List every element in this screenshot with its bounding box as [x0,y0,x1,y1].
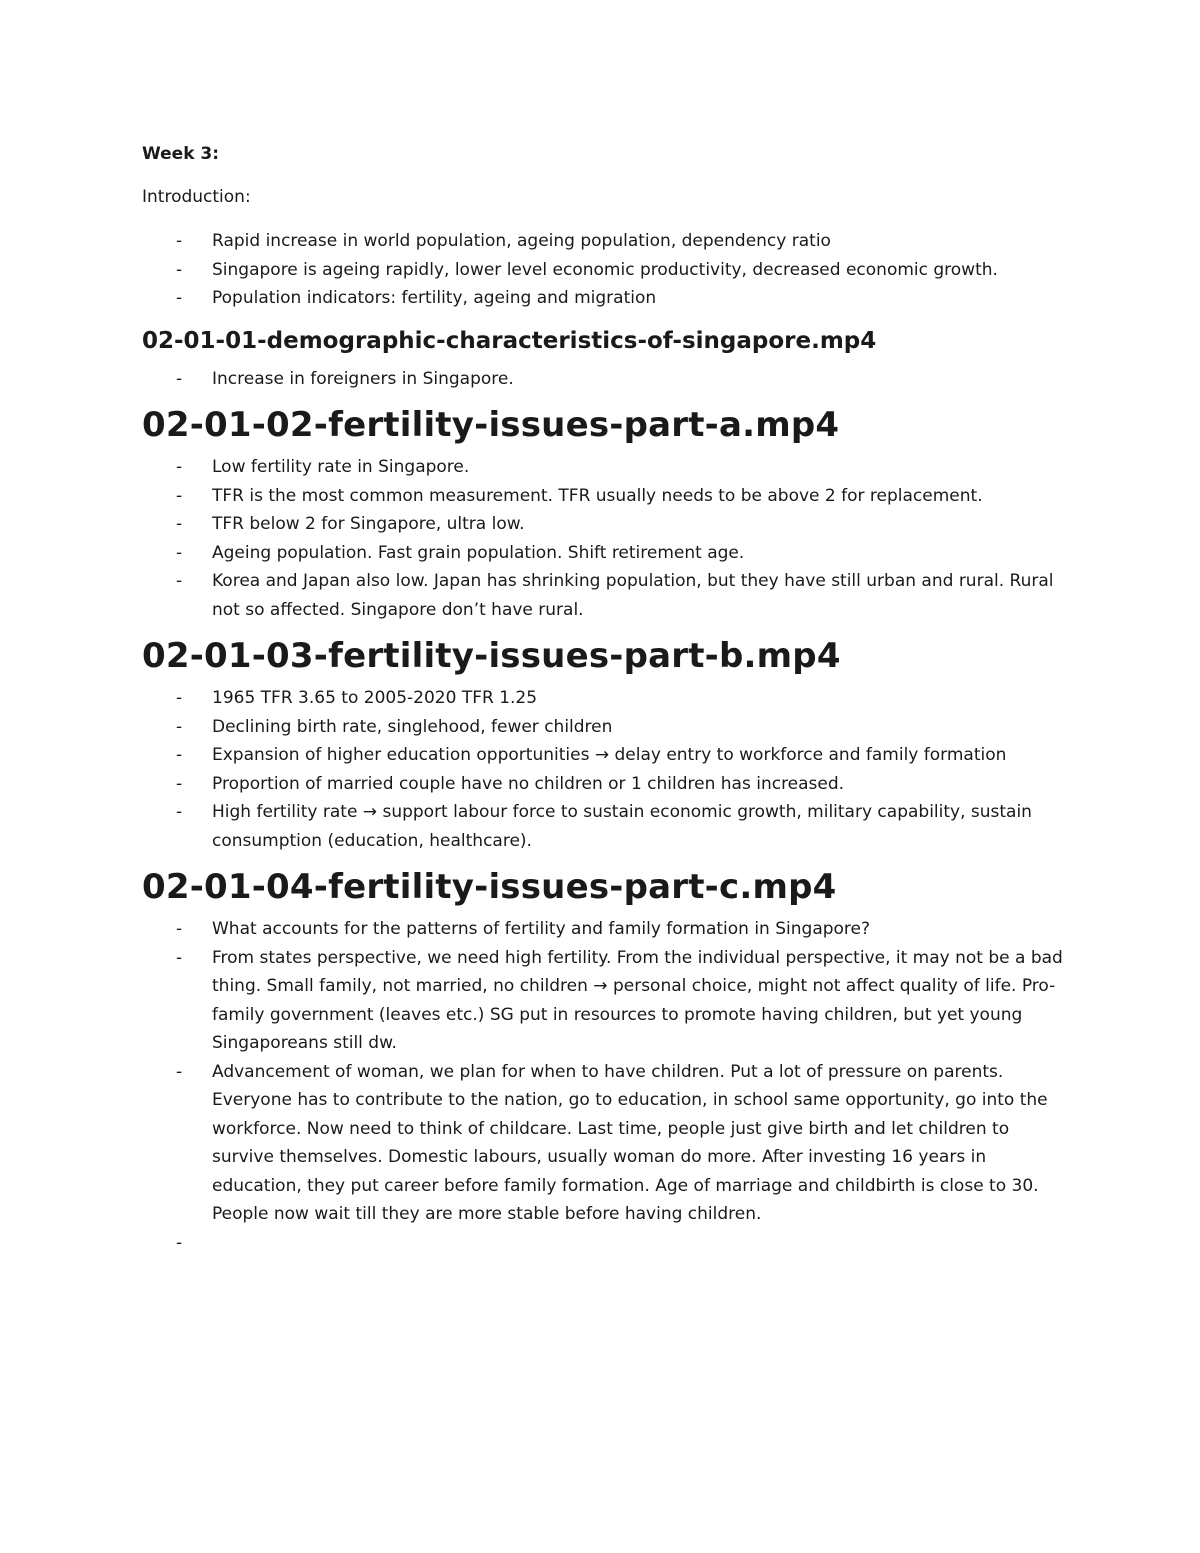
list-item [142,567,1067,624]
list-item [142,227,1067,256]
list-item-text: Korea and Japan also low. Japan has shrinking population, but they have still urban and rural. Rural not so affected. Singapore don’t have rural. [212,571,1054,620]
dash-bullet: - [176,485,183,506]
dash-bullet: - [176,773,183,794]
list-item [142,1058,1067,1229]
list-item-empty [142,1229,1067,1258]
document-page [142,140,1067,1257]
section-heading-demographic: 02-01-01-demographic-characteristics-of-singapore.mp4 [142,327,877,354]
dash-bullet: - [176,919,183,939]
dash-bullet: - [176,716,183,737]
list-item [142,453,1067,482]
list-item [142,365,1067,394]
list-item [142,539,1067,568]
list-item-text: TFR is the most common measurement. TFR usually needs to be above 2 for replacement. [212,485,983,506]
list-item-text: Declining birth rate, singlehood, fewer children [212,716,613,737]
list-item-text: Population indicators: fertility, ageing and migration [212,288,657,308]
list-item [142,770,1067,799]
list-item-text: From states perspective, we need high fertility. From the individual perspective, it may not be a bad thing. Small family, not married, no children → personal choice, might not affect quality of life. Pro-family government (leaves etc.) SG put in resources to promote having children, but yet young Singaporeans still dw. [212,947,1063,1053]
fertility-b-list [142,684,1067,855]
dash-bullet: - [176,745,183,765]
fertility-c-list [142,915,1067,1257]
dash-bullet: - [176,259,183,280]
list-item-text: Singapore is ageing rapidly, lower level economic productivity, decreased economic growth. [212,259,998,280]
dash-bullet: - [176,571,183,591]
list-item [142,482,1067,511]
list-item-text: What accounts for the patterns of fertility and family formation in Singapore? [212,919,871,939]
dash-bullet: - [176,1232,183,1253]
fertility-a-list [142,453,1067,624]
dash-bullet: - [176,514,183,534]
list-item-text: Advancement of woman, we plan for when to have children. Put a lot of pressure on parents. Everyone has to contribute to the nation, go to education, in school same opportunity, go into the workforce. Now need to think of childcare. Last time, people just give birth and let children to survive themselves. Domestic labours, usually woman do more. After investing 16 years in education, they put career before family formation. Age of marriage and childbirth is close to 30. People now wait till they are more stable before having children. [212,1061,1048,1224]
list-item [142,684,1067,713]
week-title: Week 3: [142,144,220,164]
list-item [142,256,1067,285]
list-item [142,944,1067,1058]
section-heading-fertility-c: 02-01-04-fertility-issues-part-c.mp4 [142,867,837,907]
list-item [142,798,1067,855]
dash-bullet: - [176,368,183,389]
dash-bullet: - [176,802,183,822]
section-heading-fertility-a: 02-01-02-fertility-issues-part-a.mp4 [142,405,840,445]
dash-bullet: - [176,231,183,251]
section-heading-fertility-b: 02-01-03-fertility-issues-part-b.mp4 [142,636,841,676]
list-item [142,284,1067,313]
list-item [142,915,1067,944]
list-item-text: 1965 TFR 3.65 to 2005-2020 TFR 1.25 [212,688,538,708]
list-item-text: TFR below 2 for Singapore, ultra low. [212,514,525,534]
list-item-text: Increase in foreigners in Singapore. [212,368,514,389]
introduction-label: Introduction: [142,187,251,207]
list-item-text: Proportion of married couple have no children or 1 children has increased. [212,773,845,794]
list-item [142,741,1067,770]
dash-bullet: - [176,688,183,708]
list-item [142,713,1067,742]
dash-bullet: - [176,1061,183,1082]
list-item-text: High fertility rate → support labour force to sustain economic growth, military capability, sustain consumption (education, healthcare). [212,802,1032,851]
dash-bullet: - [176,947,183,968]
dash-bullet: - [176,457,183,477]
introduction-list [142,227,1067,313]
list-item-text: Expansion of higher education opportunities → delay entry to workforce and family formation [212,745,1007,765]
dash-bullet: - [176,542,183,563]
list-item-text: Ageing population. Fast grain population. Shift retirement age. [212,542,745,563]
list-item-text: Low fertility rate in Singapore. [212,457,470,477]
demographic-list [142,365,1067,394]
dash-bullet: - [176,288,183,308]
list-item [142,510,1067,539]
list-item-text: Rapid increase in world population, ageing population, dependency ratio [212,231,831,251]
